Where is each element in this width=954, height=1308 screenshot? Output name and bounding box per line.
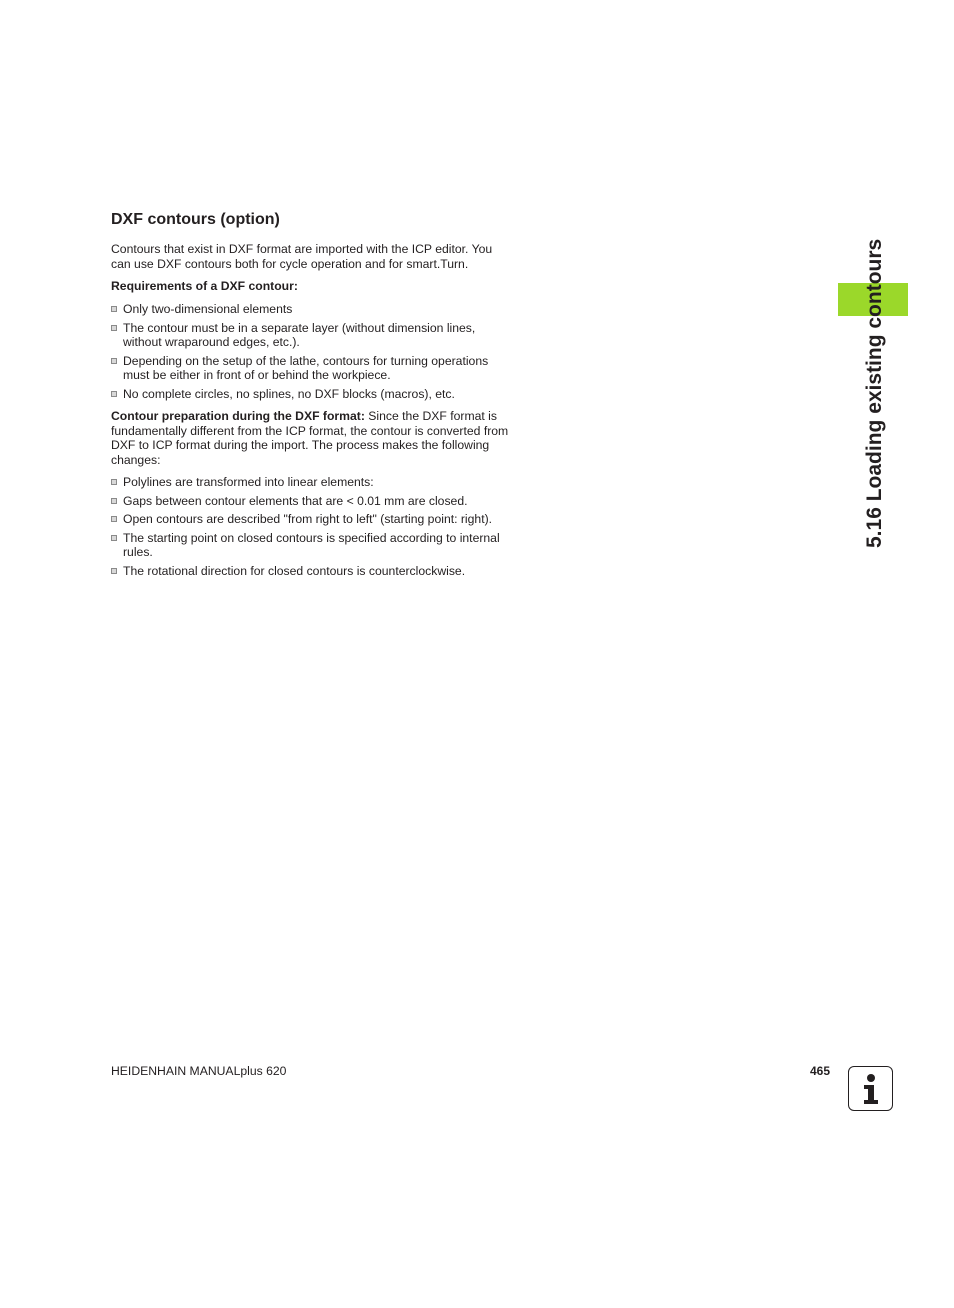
square-bullet-icon bbox=[111, 358, 117, 364]
list-item bbox=[111, 302, 511, 317]
list-item-text: Depending on the setup of the lathe, contours for turning operations must be either in front of or behind the workpiece. bbox=[123, 353, 489, 382]
square-bullet-icon bbox=[111, 498, 117, 504]
list-item bbox=[111, 321, 511, 350]
list-item-text: Polylines are transformed into linear elements: bbox=[123, 475, 374, 489]
list-item-text: No complete circles, no splines, no DXF blocks (macros), etc. bbox=[123, 386, 455, 401]
list-item-text: The rotational direction for closed contours is counterclockwise. bbox=[123, 563, 466, 578]
list-item bbox=[111, 475, 511, 490]
requirements-label: Requirements of a DXF contour: bbox=[111, 279, 298, 293]
list-item bbox=[111, 512, 511, 527]
info-icon bbox=[848, 1066, 893, 1111]
page-number: 465 bbox=[809, 1064, 830, 1078]
square-bullet-icon bbox=[111, 568, 117, 574]
manual-title: HEIDENHAIN MANUALplus 620 bbox=[111, 1064, 287, 1078]
preparation-label: Contour preparation during the DXF format: bbox=[111, 409, 365, 423]
square-bullet-icon bbox=[111, 479, 117, 485]
list-item bbox=[111, 531, 511, 560]
changes-list bbox=[111, 475, 511, 582]
square-bullet-icon bbox=[111, 325, 117, 331]
square-bullet-icon bbox=[111, 516, 117, 522]
list-item bbox=[111, 354, 511, 383]
square-bullet-icon bbox=[111, 535, 117, 541]
preparation-text: Since the DXF format is fundamentally different from the ICP format, the contour is converted from DXF to ICP format during the import. The process makes the following changes: bbox=[111, 409, 509, 467]
list-item-text: The contour must be in a separate layer (without dimension lines, without wraparound edges, etc.). bbox=[123, 320, 476, 349]
list-item bbox=[111, 494, 511, 509]
preparation-paragraph bbox=[111, 409, 511, 467]
square-bullet-icon bbox=[111, 391, 117, 397]
intro-paragraph: Contours that exist in DXF format are imported with the ICP editor. You can use DXF contours both for cycle operation and for smart.Turn. bbox=[111, 242, 493, 271]
requirements-list bbox=[111, 302, 511, 405]
list-item bbox=[111, 564, 511, 579]
square-bullet-icon bbox=[111, 306, 117, 312]
list-item bbox=[111, 387, 511, 402]
chapter-title-vertical: 5.16 Loading existing contours bbox=[863, 238, 886, 548]
list-item-text: Only two-dimensional elements bbox=[123, 302, 293, 316]
list-item-text: Open contours are described "from right to left" (starting point: right). bbox=[123, 512, 493, 526]
section-heading: DXF contours (option) bbox=[111, 211, 280, 228]
list-item-text: The starting point on closed contours is specified according to internal rules. bbox=[123, 530, 500, 559]
list-item-text: Gaps between contour elements that are < 0.01 mm are closed. bbox=[123, 493, 468, 508]
